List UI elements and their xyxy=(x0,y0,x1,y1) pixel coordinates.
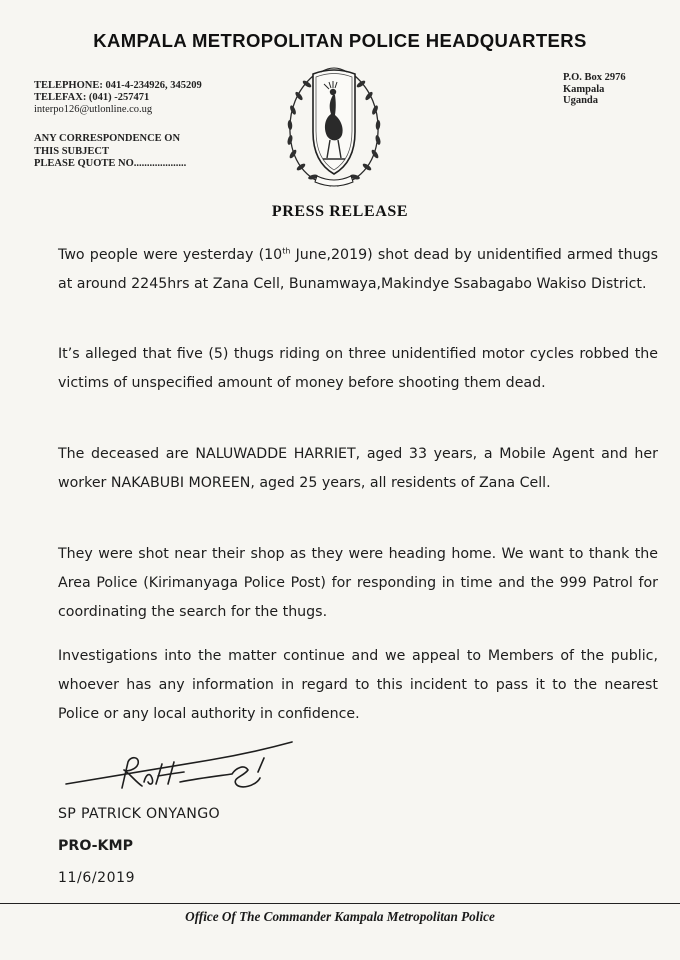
signer-name: SP PATRICK ONYANGO xyxy=(58,806,220,822)
address-line: Kampala xyxy=(563,83,605,95)
address-line: P.O. Box 2976 xyxy=(563,72,626,83)
uganda-police-crest-icon xyxy=(283,62,385,192)
address-line: Uganda xyxy=(563,95,599,106)
paragraph-response: They were shot near their shop as they were heading home. We want to thank the Area Police (Kirimanyaga Police Post) for responding in time and the 999 Patrol for coordinating the search for the thugs. xyxy=(58,546,658,620)
paragraph-text: Two people were yesterday (10 xyxy=(58,247,283,263)
correspondence-line: THIS SUBJECT xyxy=(34,145,109,157)
paragraph-allegation: It’s alleged that five (5) thugs riding on three unidentified motor cycles robbed the victims of unspecified amount of money before shooting them dead. xyxy=(58,346,658,391)
postal-address xyxy=(563,72,626,107)
handwritten-signature-icon xyxy=(60,738,300,796)
correspondence-line: ANY CORRESPONDENCE ON xyxy=(34,133,181,144)
contact-info xyxy=(34,80,202,116)
telephone: TELEPHONE: 041-4-234926, 345209 xyxy=(34,80,202,91)
paragraph-incident xyxy=(58,241,658,299)
telefax: TELEFAX: (041) -257471 xyxy=(34,92,150,103)
correspondence-line: PLEASE QUOTE NO.................... xyxy=(34,158,187,169)
ordinal-suffix: th xyxy=(282,246,291,256)
paragraph-appeal: Investigations into the matter continue and we appeal to Members of the public, whoever has any information in regard to this incident to pass it to the nearest Police or any local authority in confidence. xyxy=(58,648,658,722)
paragraph-text: June,2019) shot dead by unidentified armed thugs at around 2245hrs at Zana Cell, Bunamwaya,Makindye Ssabagabo Wakiso District. xyxy=(58,247,658,292)
document-heading: PRESS RELEASE xyxy=(271,203,409,220)
org-title: KAMPALA METROPOLITAN POLICE HEADQUARTERS xyxy=(93,30,587,51)
release-date: 11/6/2019 xyxy=(58,870,136,886)
signer-title: PRO-KMP xyxy=(58,838,134,854)
correspondence-note xyxy=(34,133,186,171)
paragraph-deceased: The deceased are NALUWADDE HARRIET, aged 33 years, a Mobile Agent and her worker NAKABUBI MOREEN, aged 25 years, all residents of Zana Cell. xyxy=(58,446,658,491)
footer-divider xyxy=(0,903,680,904)
email: interpo126@utlonline.co.ug xyxy=(34,104,153,115)
footer-office: Office Of The Commander Kampala Metropolitan Police xyxy=(185,909,495,924)
